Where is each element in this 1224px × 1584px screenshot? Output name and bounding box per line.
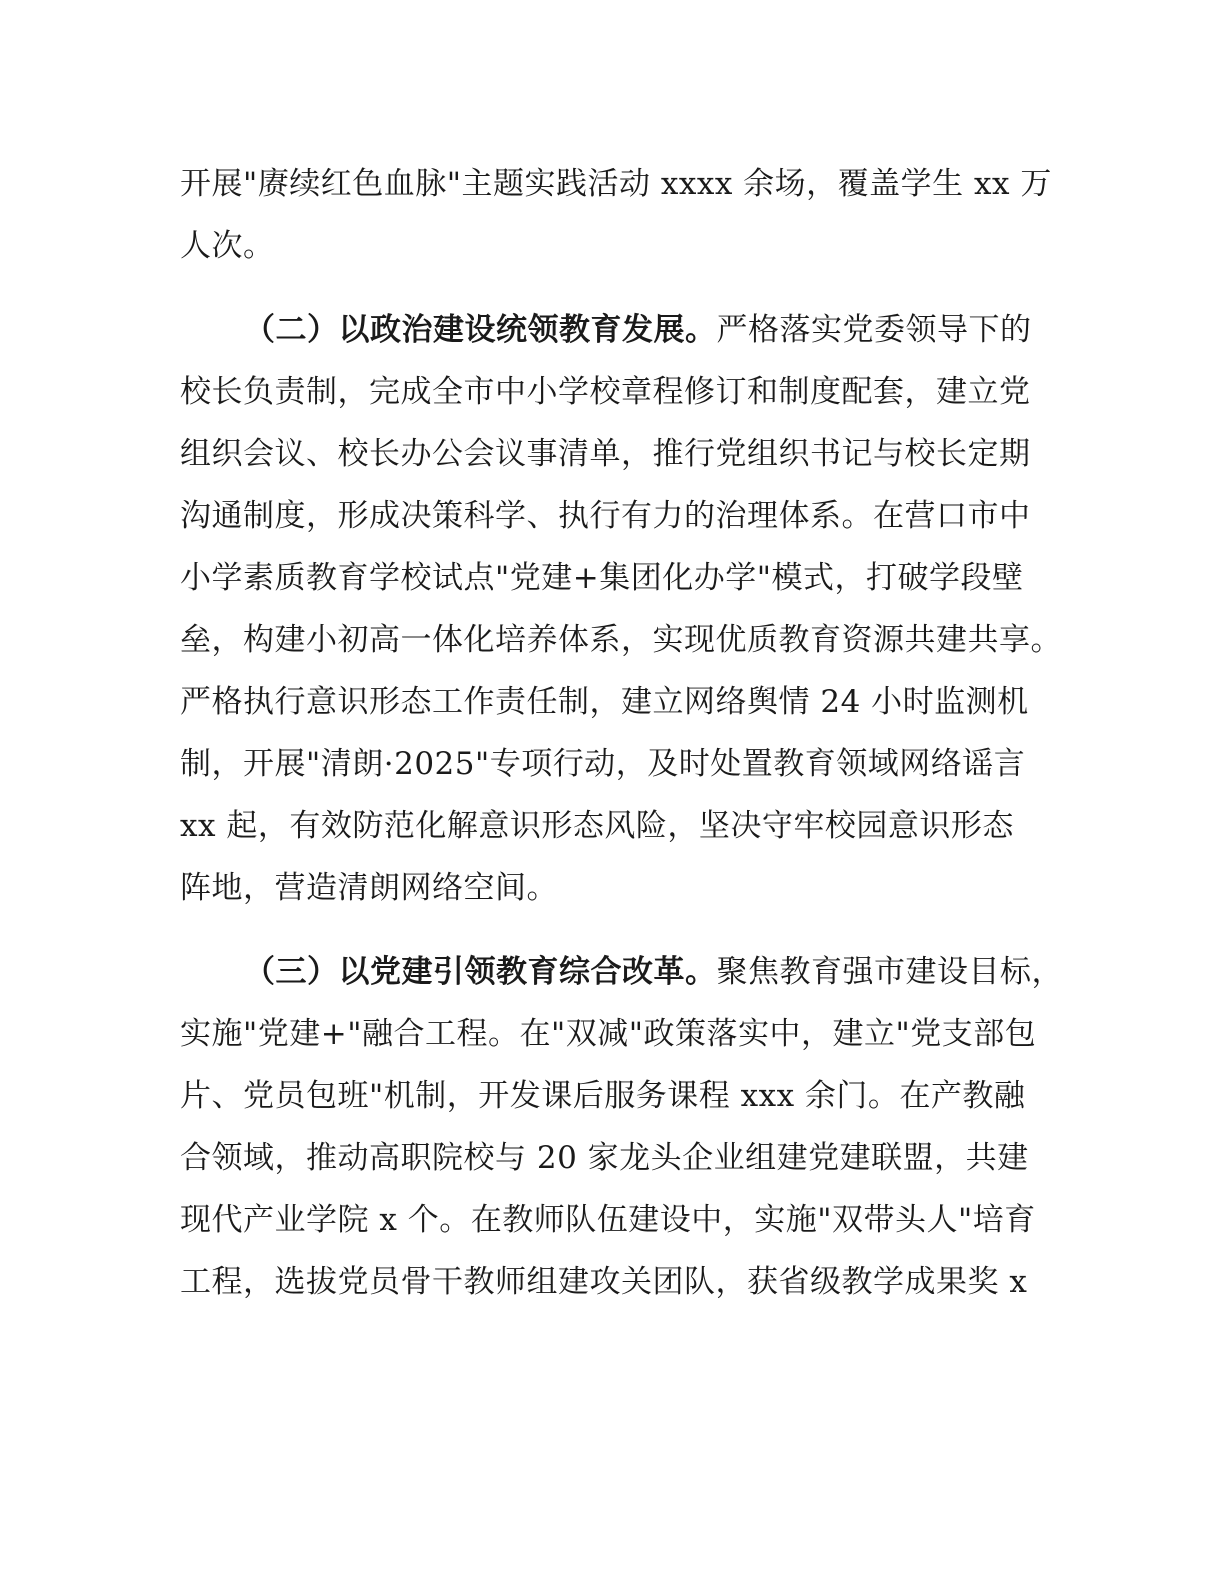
text-line-11 <box>180 744 1025 784</box>
line-text: 组织会议、校长办公会议事清单，推行党组织书记与校长定期 <box>180 436 1031 472</box>
line-text: 工程，选拔党员骨干教师组建攻关团队，获省级教学成果奖 x <box>180 1264 1028 1300</box>
text-line-18 <box>180 1138 1029 1178</box>
line-text: 垒，构建小初高一体化培养体系，实现优质教育资源共建共享。 <box>180 622 1062 658</box>
line-text: 沟通制度，形成决策科学、执行有力的治理体系。在营口市中 <box>180 498 1031 534</box>
section-2-first-line <box>244 310 1032 350</box>
line-text: 校长负责制，完成全市中小学校章程修订和制度配套，建立党 <box>180 374 1031 410</box>
line-text: 人次。 <box>180 228 275 264</box>
text-line-1 <box>180 164 1052 204</box>
section-3-first-line <box>244 952 1063 992</box>
section-3-heading: （三）以党建引领教育综合改革。 <box>244 954 717 990</box>
text-line-8 <box>180 558 1024 598</box>
text-line-16 <box>180 1014 1036 1054</box>
line-text: 聚焦教育强市建设目标， <box>716 954 1063 990</box>
line-text: 现代产业学院 x 个。在教师队伍建设中，实施"双带头人"培育 <box>180 1202 1036 1238</box>
line-text: 严格执行意识形态工作责任制，建立网络舆情 24 小时监测机 <box>180 684 1029 720</box>
text-line-6 <box>180 434 1031 474</box>
text-line-10 <box>180 682 1029 722</box>
text-line-13 <box>180 868 558 908</box>
text-line-2 <box>180 226 275 266</box>
text-line-20 <box>180 1262 1027 1302</box>
text-line-19 <box>180 1200 1036 1240</box>
line-text: 片、党员包班"机制，开发课后服务课程 xxx 余门。在产教融 <box>180 1078 1026 1114</box>
line-text: 实施"党建+"融合工程。在"双减"政策落实中，建立"党支部包 <box>180 1016 1037 1052</box>
text-line-9 <box>180 620 1062 660</box>
line-text: 制，开展"清朗·2025"专项行动，及时处置教育领域网络谣言 <box>180 746 1026 782</box>
line-text: 合领域，推动高职院校与 20 家龙头企业组建党建联盟，共建 <box>180 1140 1029 1176</box>
text-line-12 <box>180 806 1014 846</box>
section-2-heading: （二）以政治建设统领教育发展。 <box>244 312 717 348</box>
line-text: xx 起，有效防范化解意识形态风险，坚决守牢校园意识形态 <box>180 808 1014 844</box>
text-line-7 <box>180 496 1031 536</box>
line-text: 严格落实党委领导下的 <box>716 312 1032 348</box>
text-line-5 <box>180 372 1031 412</box>
text-line-17 <box>180 1076 1025 1116</box>
line-text: 小学素质教育学校试点"党建+集团化办学"模式，打破学段壁 <box>180 560 1024 596</box>
line-text: 开展"赓续红色血脉"主题实践活动 xxxx 余场，覆盖学生 xx 万 <box>180 166 1052 202</box>
line-text: 阵地，营造清朗网络空间。 <box>180 870 558 906</box>
